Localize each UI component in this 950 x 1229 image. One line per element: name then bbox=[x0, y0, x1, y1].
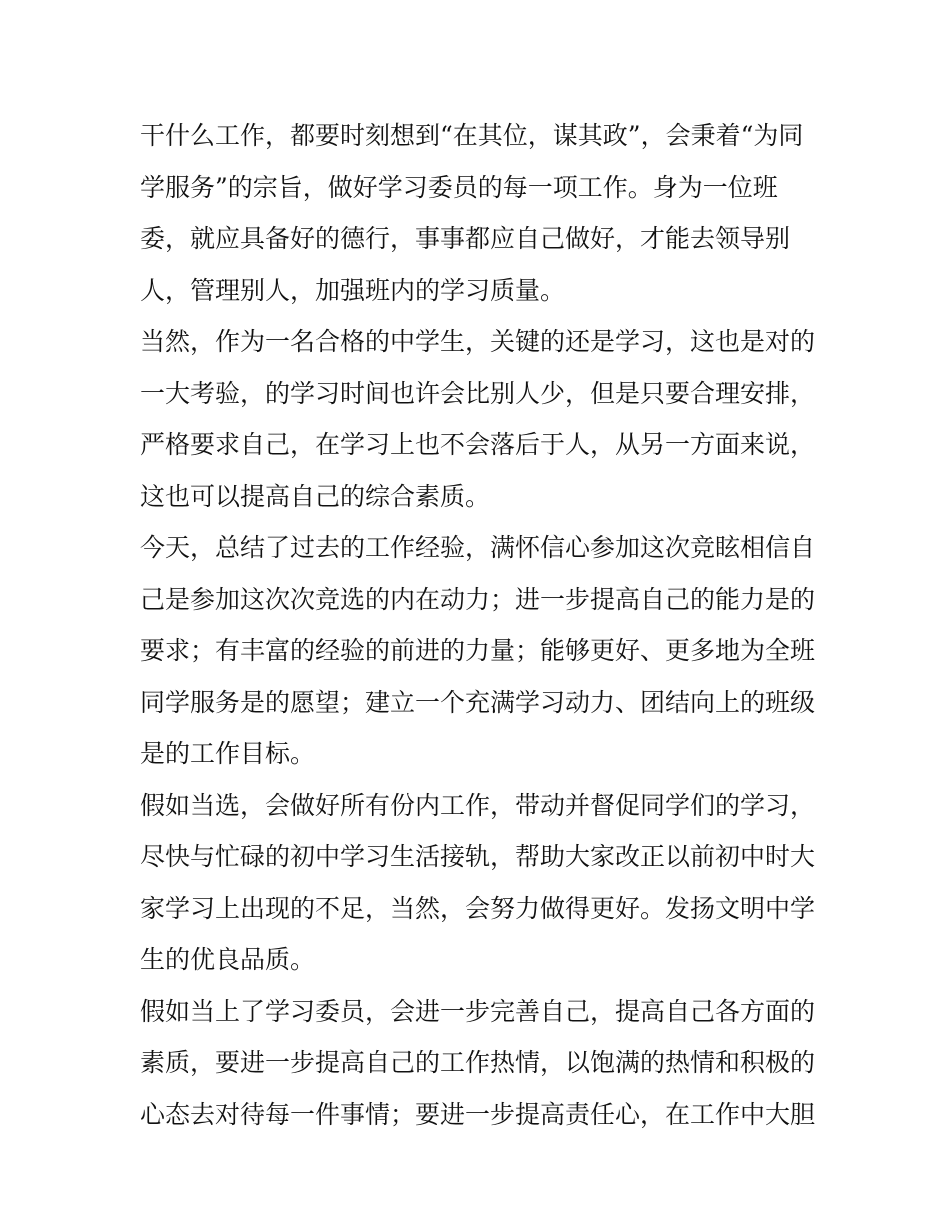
text-line: 心态去对待每一件事情；要进一步提高责任心，在工作中大胆 bbox=[140, 1099, 816, 1129]
text-line: 同学服务是的愿望；建立一个充满学习动力、团结向上的班级 bbox=[140, 687, 816, 717]
text-line: 尽快与忙碌的初中学习生活接轨，帮助大家改正以前初中时大 bbox=[140, 842, 816, 871]
text-line: 家学习上出现的不足，当然，会努力做得更好。发扬文明中学 bbox=[140, 893, 816, 923]
text-line: 素质，要进一步提高自己的工作热情，以饱满的热情和积极的 bbox=[140, 1048, 816, 1077]
text-line: 当然，作为一名合格的中学生，关键的还是学习，这也是对的 bbox=[140, 327, 816, 356]
text-line: 人，管理别人，加强班内的学习质量。 bbox=[140, 275, 566, 305]
text-line: 干什么工作，都要时刻想到“在其位，谋其政”，会秉着“为同 bbox=[140, 121, 804, 150]
text-line: 一大考验，的学习时间也许会比别人少，但是只要合理安排， bbox=[140, 378, 816, 408]
text-line: 今天，总结了过去的工作经验，满怀信心参加这次竞眩相信自 bbox=[140, 533, 816, 562]
text-line: 要求；有丰富的经验的前进的力量；能够更好、更多地为全班 bbox=[140, 636, 816, 665]
text-line: 委，就应具备好的德行，事事都应自己做好，才能去领导别 bbox=[140, 224, 791, 253]
text-line: 己是参加这次次竞选的内在动力；进一步提高自己的能力是的 bbox=[140, 584, 816, 614]
text-line: 学服务”的宗旨，做好学习委员的每一项工作。身为一位班 bbox=[140, 172, 778, 202]
text-line: 是的工作目标。 bbox=[140, 739, 316, 768]
text-line: 假如当上了学习委员，会进一步完善自己，提高自己各方面的 bbox=[140, 996, 816, 1026]
text-line: 这也可以提高自己的综合素质。 bbox=[140, 481, 491, 511]
text-line: 严格要求自己，在学习上也不会落后于人，从另一方面来说， bbox=[140, 430, 816, 459]
text-line: 生的优良品质。 bbox=[140, 945, 316, 974]
text-line: 假如当选，会做好所有份内工作，带动并督促同学们的学习， bbox=[140, 790, 816, 820]
document-body bbox=[140, 110, 820, 1140]
